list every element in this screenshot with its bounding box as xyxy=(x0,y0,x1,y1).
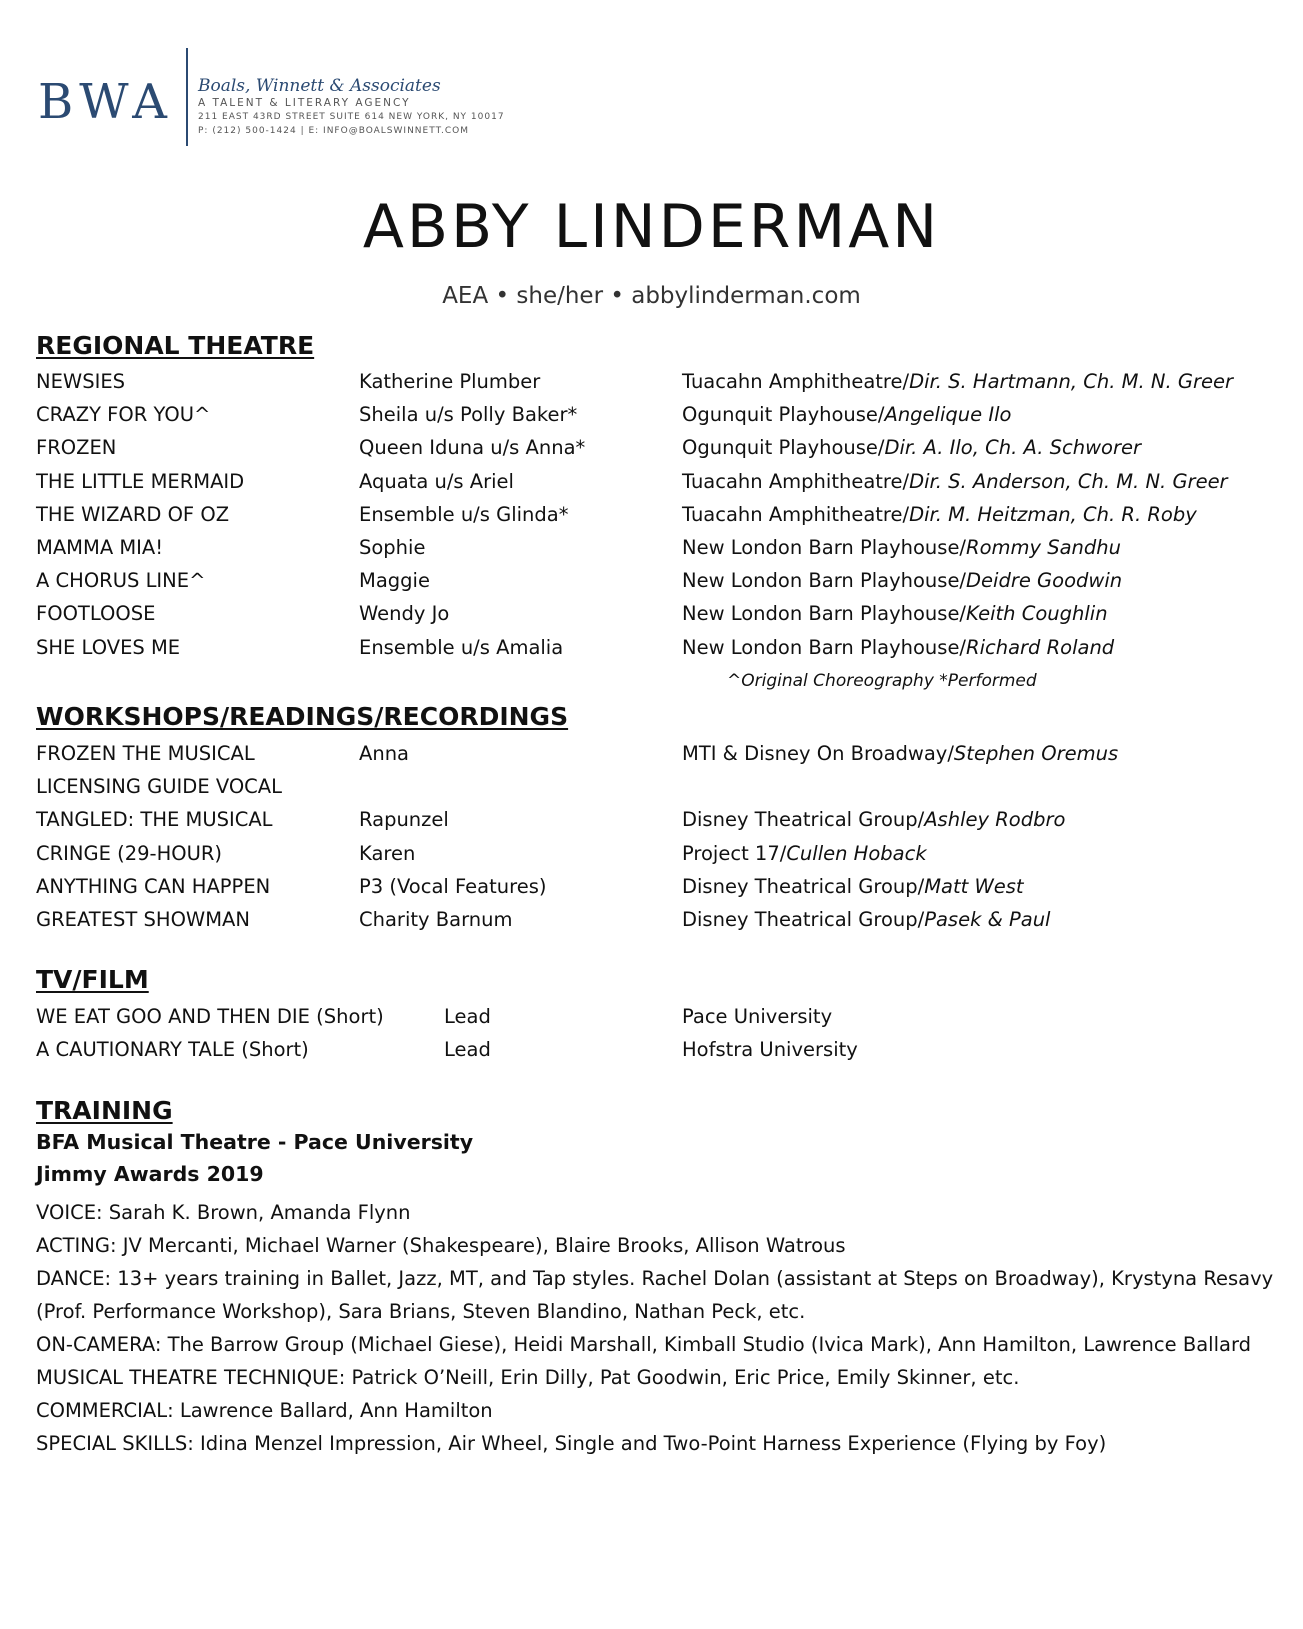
credit-venue-name: Disney Theatrical Group/ xyxy=(682,908,925,931)
credit-venue-name: New London Barn Playhouse/ xyxy=(682,569,967,593)
credit-show: ANYTHING CAN HAPPEN xyxy=(36,874,271,898)
credit-venue xyxy=(682,370,1233,393)
credit-role: Karen xyxy=(359,841,416,865)
agency-subtitle: A TALENT & LITERARY AGENCY xyxy=(198,97,411,109)
credit-venue-name: New London Barn Playhouse/ xyxy=(682,602,967,626)
credit-director: Ashley Rodbro xyxy=(924,808,1066,832)
section-title-tvfilm: TV/FILM xyxy=(36,965,149,994)
credit-role: Katherine Plumber xyxy=(359,370,541,393)
credit-show: LICENSING GUIDE VOCAL xyxy=(36,775,282,799)
credit-venue-name: New London Barn Playhouse/ xyxy=(682,536,967,559)
credit-role: Anna xyxy=(359,742,410,765)
credit-role: Ensemble u/s Amalia xyxy=(359,635,564,659)
agency-address: 211 EAST 43RD STREET SUITE 614 NEW YORK, NY 10017 xyxy=(198,112,505,122)
training-line: ACTING: JV Mercanti, Michael Warner (Shakespeare), Blaire Brooks, Allison Watrous xyxy=(36,1234,846,1257)
credit-venue xyxy=(682,842,927,865)
credit-role: Sophie xyxy=(359,536,426,559)
credit-row xyxy=(36,808,1276,842)
credit-row xyxy=(36,636,1276,670)
agency-name: Boals, Winnett & Associates xyxy=(198,76,441,96)
credit-role: Lead xyxy=(444,1038,491,1061)
credit-row xyxy=(36,403,1276,437)
section-title-regional: REGIONAL THEATRE xyxy=(36,331,315,360)
training-line: VOICE: Sarah K. Brown, Amanda Flynn xyxy=(36,1201,411,1224)
credit-show: SHE LOVES ME xyxy=(36,635,181,659)
credit-row xyxy=(36,536,1276,570)
credit-director: Deidre Goodwin xyxy=(966,569,1123,593)
credit-role: Charity Barnum xyxy=(359,908,513,931)
credit-role: Queen Iduna u/s Anna* xyxy=(359,436,586,460)
credit-director: Dir. S. Hartmann, Ch. M. N. Greer xyxy=(909,370,1233,393)
credit-row xyxy=(36,875,1276,909)
credit-role: Maggie xyxy=(359,569,430,593)
section-title-training: TRAINING xyxy=(36,1096,173,1125)
credit-role: Aquata u/s Ariel xyxy=(359,469,514,493)
credit-show: CRAZY FOR YOU^ xyxy=(36,403,211,427)
credit-venue-name: Ogunquit Playhouse/ xyxy=(682,436,885,460)
credit-show: GREATEST SHOWMAN xyxy=(36,908,250,931)
training-award: Jimmy Awards 2019 xyxy=(36,1162,264,1186)
credit-show: CRINGE (29-HOUR) xyxy=(36,841,223,865)
credit-venue xyxy=(682,742,1118,765)
agency-contact: P: (212) 500-1424 | E: INFO@BOALSWINNETT.COM xyxy=(198,126,469,136)
credit-venue xyxy=(682,403,1011,426)
credit-role: Rapunzel xyxy=(359,808,449,832)
credit-show: THE LITTLE MERMAID xyxy=(36,469,245,493)
credit-venue xyxy=(682,536,1121,559)
credit-venue xyxy=(682,908,1050,931)
credit-role: Lead xyxy=(444,1005,491,1028)
training-line: SPECIAL SKILLS: Idina Menzel Impression, Air Wheel, Single and Two-Point Harness Experience (Flying by Foy) xyxy=(36,1432,1107,1455)
credit-venue xyxy=(682,503,1197,526)
credit-row xyxy=(36,775,1276,809)
credit-row xyxy=(36,470,1276,504)
credit-venue-name: Project 17/ xyxy=(682,841,787,865)
performer-name: ABBY LINDERMAN xyxy=(362,192,941,262)
credit-director: Dir. M. Heitzman, Ch. R. Roby xyxy=(909,502,1197,526)
credit-director: Richard Roland xyxy=(966,635,1115,659)
credit-role: P3 (Vocal Features) xyxy=(359,874,547,898)
credit-director: Stephen Oremus xyxy=(953,742,1119,765)
training-line: COMMERCIAL: Lawrence Ballard, Ann Hamilton xyxy=(36,1399,493,1422)
credit-role: Sheila u/s Polly Baker* xyxy=(359,403,578,427)
credit-show: NEWSIES xyxy=(36,370,126,393)
credit-row xyxy=(36,370,1276,404)
credit-director: Rommy Sandhu xyxy=(966,536,1122,559)
credit-venue: Hofstra University xyxy=(682,1038,858,1061)
credit-show: FROZEN THE MUSICAL xyxy=(36,742,255,765)
training-line: ON-CAMERA: The Barrow Group (Michael Giese), Heidi Marshall, Kimball Studio (Ivica Mark), Ann Hamilton, Lawrence Ballard xyxy=(36,1333,1251,1356)
credit-show: A CAUTIONARY TALE (Short) xyxy=(36,1038,309,1061)
credit-row xyxy=(36,436,1276,470)
letterhead-text xyxy=(198,76,505,138)
credit-venue-name: Tuacahn Amphitheatre/ xyxy=(682,469,910,493)
credit-venue xyxy=(682,436,1141,459)
credit-venue xyxy=(682,602,1108,625)
credit-venue-name: Tuacahn Amphitheatre/ xyxy=(682,502,910,526)
credit-director: Keith Coughlin xyxy=(966,602,1108,626)
credit-director: Cullen Hoback xyxy=(786,841,927,865)
credit-director: Angelique Ilo xyxy=(884,403,1012,427)
credit-venue-name: Ogunquit Playhouse/ xyxy=(682,403,885,427)
credit-row xyxy=(36,602,1276,636)
letterhead-divider xyxy=(186,48,188,146)
credit-row xyxy=(36,503,1276,537)
credit-role: Ensemble u/s Glinda* xyxy=(359,502,569,526)
credit-venue-name: New London Barn Playhouse/ xyxy=(682,635,967,659)
credit-show: FOOTLOOSE xyxy=(36,602,156,626)
credit-show: THE WIZARD OF OZ xyxy=(36,502,230,526)
credit-director: Pasek & Paul xyxy=(924,908,1051,931)
agency-logo: BWA xyxy=(38,74,173,130)
credit-row xyxy=(36,908,1276,942)
credit-venue xyxy=(682,569,1122,592)
training-degree: BFA Musical Theatre - Pace University xyxy=(36,1130,474,1154)
credit-role: Wendy Jo xyxy=(359,602,450,626)
credit-venue xyxy=(682,636,1114,659)
section-title-workshops: WORKSHOPS/READINGS/RECORDINGS xyxy=(36,702,569,731)
training-line: MUSICAL THEATRE TECHNIQUE: Patrick O’Neill, Erin Dilly, Pat Goodwin, Eric Price, Emily Skinner, etc. xyxy=(36,1366,1020,1389)
credit-director: Matt West xyxy=(924,874,1024,898)
credit-row xyxy=(36,742,1276,776)
credit-venue-name: Disney Theatrical Group/ xyxy=(682,808,925,832)
credit-row xyxy=(36,842,1276,876)
credit-director: Dir. A. Ilo, Ch. A. Schworer xyxy=(884,436,1141,460)
credit-venue xyxy=(682,470,1228,493)
performer-tagline: AEA • she/her • abbylinderman.com xyxy=(442,283,861,309)
credit-venue-name: Disney Theatrical Group/ xyxy=(682,874,925,898)
credit-show: FROZEN xyxy=(36,436,117,460)
credit-show: MAMMA MIA! xyxy=(36,536,164,559)
credit-show: A CHORUS LINE^ xyxy=(36,569,206,593)
credit-venue xyxy=(682,808,1065,831)
credit-row xyxy=(36,1038,1276,1072)
credit-venue: Pace University xyxy=(682,1005,833,1028)
credits-legend: ^Original Choreography *Performed xyxy=(727,671,1037,691)
training-line: DANCE: 13+ years training in Ballet, Jazz, MT, and Tap styles. Rachel Dolan (assistant at Steps on Broadway), Krystyna Resavy (Prof. Performance Workshop), Sara Brians, Steven Blandino, Nathan Peck, etc. xyxy=(36,1267,1274,1323)
credit-venue-name: Tuacahn Amphitheatre/ xyxy=(682,370,910,393)
credit-show: WE EAT GOO AND THEN DIE (Short) xyxy=(36,1005,384,1028)
credit-show: TANGLED: THE MUSICAL xyxy=(36,808,273,832)
credit-row xyxy=(36,569,1276,603)
credit-director: Dir. S. Anderson, Ch. M. N. Greer xyxy=(909,469,1228,493)
credit-venue-name: MTI & Disney On Broadway/ xyxy=(682,742,954,765)
credit-venue xyxy=(682,875,1024,898)
credit-row xyxy=(36,1005,1276,1039)
